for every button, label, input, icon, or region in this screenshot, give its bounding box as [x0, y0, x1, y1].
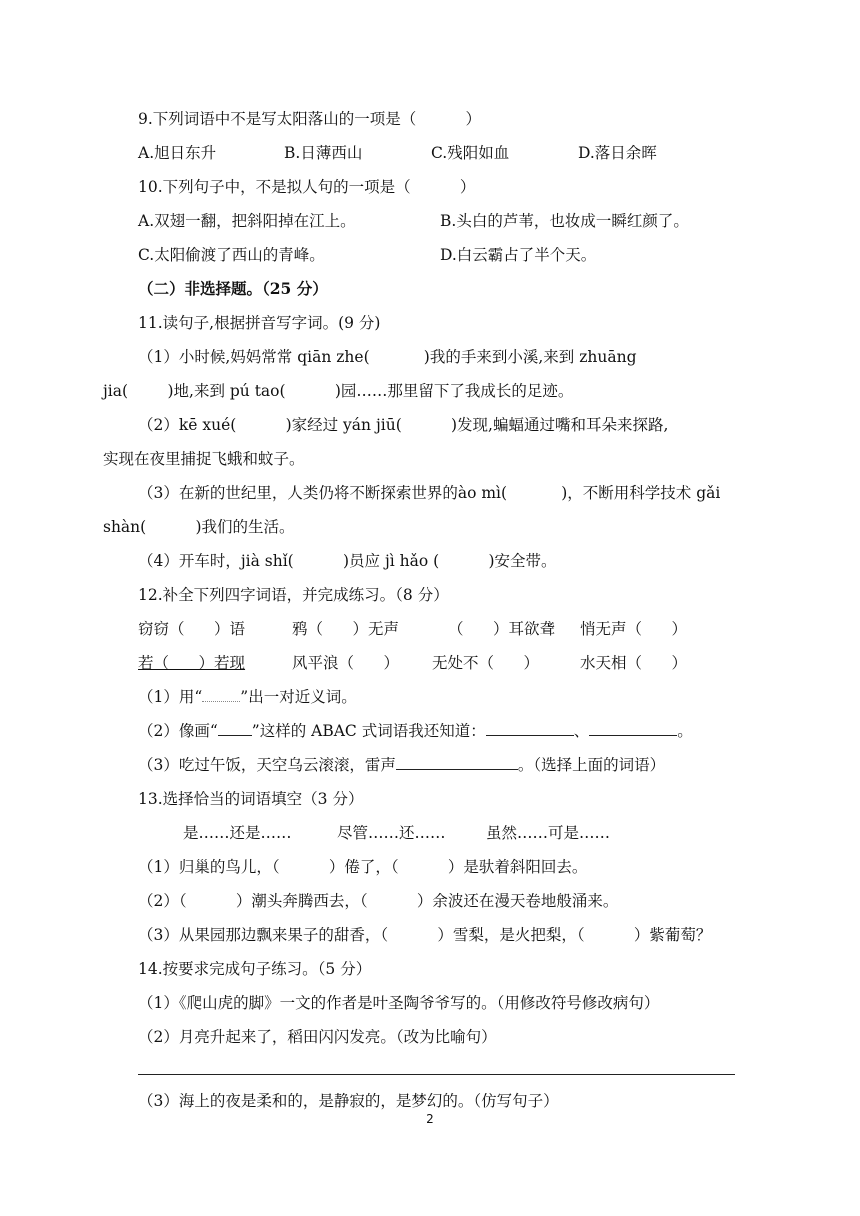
q13-choice-1: 是……还是……	[183, 824, 292, 842]
q12-part-3-prefix: （3）吃过午饭，天空乌云滚滚，雷声	[138, 756, 396, 774]
q9-option-a: A.旭日东升	[138, 144, 217, 162]
answer-blank[interactable]	[486, 721, 574, 736]
q11-line-5: （3）在新的世纪里，人类仍将不断探索世界的ào mì( )，不断用科学技术 gǎi	[138, 484, 721, 502]
q12-idiom-2: 鸦（ ）无声	[292, 620, 400, 638]
q11-line-1: （1）小时候,妈妈常常 qiān zhe( )我的手来到小溪,来到 zhuāng	[138, 348, 637, 366]
answer-line[interactable]	[138, 1074, 735, 1075]
q12-part-2-end: 。	[677, 722, 693, 740]
q12-part-3	[138, 754, 665, 776]
q11-line-3: （2）kē xué( )家经过 yán jiū( )发现,蝙蝠通过嘴和耳朵来探路,	[138, 416, 669, 434]
q12-stem: 12.补全下列四字词语，并完成练习。（8 分）	[138, 586, 449, 604]
q12-part-2-mid: ”这样的 ABAC 式词语我还知道：	[251, 722, 486, 740]
q14-line-3: （3）海上的夜是柔和的，是静寂的，是梦幻的。（仿写句子）	[138, 1092, 559, 1110]
section-heading: （二）非选择题。（25 分）	[138, 279, 328, 298]
q9-option-c: C.残阳如血	[431, 144, 510, 162]
answer-blank[interactable]	[396, 755, 518, 770]
q13-choice-2: 尽管……还……	[337, 824, 446, 842]
q13-line-1: （1）归巢的鸟儿，（ ）倦了，（ ）是驮着斜阳回去。	[138, 858, 588, 876]
q13-line-3: （3）从果园那边飘来果子的甜香，（ ）雪梨，是火把梨，（ ）紫葡萄？	[138, 926, 712, 944]
q10-stem: 10.下列句子中，不是拟人句的一项是（ ）	[138, 178, 476, 196]
q12-idiom-8: 水天相（ ）	[580, 654, 688, 672]
q12-idiom-4: 悄无声（ ）	[580, 620, 688, 638]
q9-option-d: D.落日余晖	[578, 144, 657, 162]
q9-stem: 9.下列词语中不是写太阳落山的一项是（ ）	[138, 110, 482, 128]
q13-choice-3: 虽然……可是……	[486, 824, 611, 842]
q13-line-2: （2）（ ）潮头奔腾西去，（ ）余波还在漫天卷地般涌来。	[138, 892, 619, 910]
q14-line-2: （2）月亮升起来了，稻田闪闪发亮。（改为比喻句）	[138, 1028, 497, 1046]
answer-blank[interactable]	[589, 721, 677, 736]
page-number: 2	[426, 1112, 434, 1126]
q12-mark-sample	[202, 687, 240, 702]
q11-line-2: jia( )地,来到 pú tao( )园……那里留下了我成长的足迹。	[103, 382, 574, 400]
q12-part-1	[138, 686, 357, 708]
q12-idiom-5: 若（ ）若现	[138, 654, 246, 672]
q12-part-2-sep: 、	[573, 722, 590, 740]
q9-option-b: B.日薄西山	[284, 144, 363, 162]
q12-part-1-suffix: ”出一对近义词。	[240, 688, 357, 706]
q10-option-d: D.白云霸占了半个天。	[440, 246, 597, 264]
q10-option-c: C.太阳偷渡了西山的青峰。	[138, 246, 325, 264]
q12-part-2-prefix: （2）像画“	[138, 722, 218, 740]
q14-stem: 14.按要求完成句子练习。（5 分）	[138, 960, 372, 978]
q11-line-4: 实现在夜里捕捉飞蛾和蚊子。	[103, 450, 305, 468]
q11-line-7: （4）开车时，jià shǐ( )员应 jì hǎo ( )安全带。	[138, 552, 557, 570]
q11-line-6: shàn( )我们的生活。	[103, 518, 295, 536]
q12-part-3-suffix: 。（选择上面的词语）	[517, 756, 666, 774]
q10-option-b: B.头白的芦苇，也妆成一瞬红颜了。	[440, 212, 689, 230]
q10-option-a: A.双翅一翻，把斜阳掉在江上。	[138, 212, 356, 230]
q14-line-1: （1）《爬山虎的脚》一文的作者是叶圣陶爷爷写的。（用修改符号修改病句）	[138, 994, 660, 1012]
q12-idiom-1: 窃窃（ ）语	[138, 620, 246, 638]
q12-idiom-7: 无处不（ ）	[432, 654, 540, 672]
q12-mark-sample-2	[218, 721, 252, 736]
q11-stem: 11.读句子,根据拼音写字词。(9 分)	[138, 314, 381, 332]
q12-idiom-6: 风平浪（ ）	[292, 654, 400, 672]
q13-stem: 13.选择恰当的词语填空（3 分）	[138, 790, 364, 808]
q12-idiom-3: （ ）耳欲聋	[448, 620, 556, 638]
q12-part-2	[138, 720, 693, 742]
q12-part-1-prefix: （1）用“	[138, 688, 203, 706]
